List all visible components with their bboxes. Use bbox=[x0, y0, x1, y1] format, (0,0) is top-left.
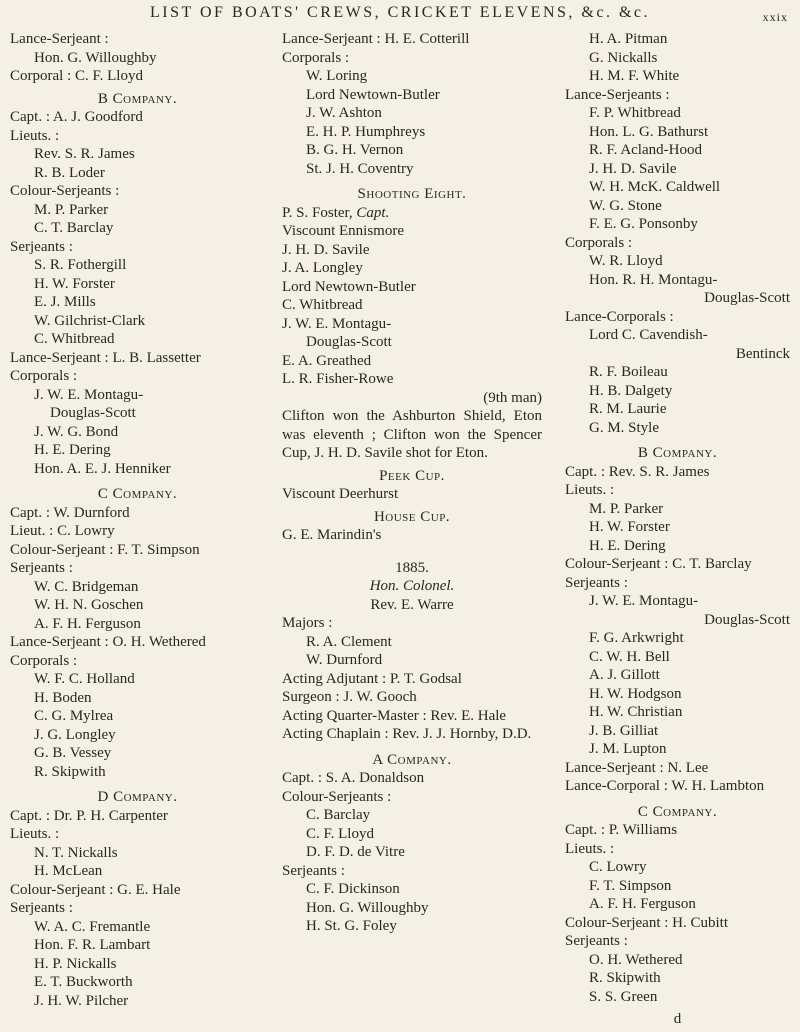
list-item: W. Loring bbox=[306, 68, 368, 84]
list-item: C. Whitbread bbox=[34, 331, 115, 347]
list-item: H. M. F. White bbox=[589, 68, 680, 84]
list-item: E. A. Greathed bbox=[282, 352, 372, 369]
list-heading: Capt. : Dr. P. H. Carpenter bbox=[10, 807, 168, 824]
list-heading: Serjeants : bbox=[10, 560, 73, 576]
running-head: LIST OF BOATS' CREWS, CRICKET ELEVENS, &c. &c. bbox=[150, 4, 650, 21]
list-item: J. G. Longley bbox=[34, 726, 116, 743]
list-item: R. Skipwith bbox=[34, 763, 106, 780]
list-item: Lord C. Cavendish- bbox=[589, 327, 708, 343]
list-item: Hon. G. Willoughby bbox=[306, 899, 429, 916]
column-left bbox=[10, 30, 265, 1010]
list-item: C. W. H. Bell bbox=[589, 648, 670, 665]
list-heading: Serjeants : bbox=[565, 574, 628, 591]
column-middle bbox=[282, 30, 542, 936]
list-item: Hon. F. R. Lambart bbox=[34, 937, 151, 953]
captain-title: Capt. bbox=[356, 204, 390, 221]
section-heading: House Cup. bbox=[373, 508, 451, 525]
list-item: W. Gilchrist-Clark bbox=[34, 312, 146, 329]
list-heading: Corporals : bbox=[565, 234, 633, 251]
list-item: R. B. Loder bbox=[34, 164, 105, 181]
list-item: L. R. Fisher-Rowe bbox=[282, 371, 394, 387]
list-item: C. G. Mylrea bbox=[34, 708, 114, 724]
list-item: R. F. Acland-Hood bbox=[589, 142, 702, 158]
list-item: Douglas-Scott bbox=[704, 611, 790, 628]
list-item: J. W. E. Montagu- bbox=[282, 315, 392, 332]
list-item: J. B. Gilliat bbox=[589, 722, 659, 739]
year-heading: 1885. bbox=[395, 559, 429, 576]
list-heading: Lance-Serjeant : bbox=[10, 31, 109, 47]
list-heading: Serjeants : bbox=[10, 238, 73, 255]
list-item: J. W. Ashton bbox=[306, 105, 382, 121]
list-item: S. S. Green bbox=[589, 988, 658, 1005]
list-item: O. H. Wethered bbox=[589, 951, 683, 968]
list-item: Lord Newtown-Butler bbox=[282, 278, 416, 295]
list-item: H. E. Dering bbox=[589, 537, 666, 554]
list-item: S. R. Fothergill bbox=[34, 257, 127, 273]
list-heading: Colour-Serjeant : H. Cubitt bbox=[565, 914, 729, 931]
list-item: H. A. Pitman bbox=[589, 31, 668, 47]
list-item: Rev. S. R. James bbox=[34, 146, 135, 162]
list-heading: Lieuts. : bbox=[565, 840, 615, 857]
list-item: J. W. E. Montagu- bbox=[34, 386, 144, 403]
section-heading: A Company. bbox=[372, 751, 452, 768]
list-heading: Serjeants : bbox=[10, 900, 73, 916]
list-heading: Capt. : P. Williams bbox=[565, 822, 678, 838]
list-item: Hon. L. G. Bathurst bbox=[589, 123, 709, 140]
list-heading: Acting Chaplain : Rev. J. J. Hornby, D.D. bbox=[282, 726, 532, 742]
list-heading: Lance-Serjeant : O. H. Wethered bbox=[10, 634, 206, 650]
list-item: F. G. Arkwright bbox=[589, 630, 684, 646]
list-item: H. E. Dering bbox=[34, 442, 111, 458]
list-item: G. M. Style bbox=[589, 419, 660, 436]
list-item: Douglas-Scott bbox=[306, 334, 392, 350]
section-heading: C Company. bbox=[637, 803, 718, 820]
section-heading: C Company. bbox=[97, 486, 178, 502]
list-item: J. H. D. Savile bbox=[282, 241, 370, 258]
list-item: A. F. H. Ferguson bbox=[34, 615, 141, 632]
list-heading: Serjeants : bbox=[565, 933, 628, 949]
result-paragraph: Clifton won the Ashburton Shield, Eton was eleventh ; Clifton won the Spencer Cup, J. H. D. Savile shot for Eton. bbox=[282, 408, 542, 461]
section-heading: D Company. bbox=[97, 789, 178, 805]
list-heading: Lieuts. : bbox=[565, 482, 615, 498]
list-item: N. T. Nickalls bbox=[34, 844, 118, 861]
list-item: H. W. Forster bbox=[589, 519, 670, 535]
list-item: F. P. Whitbread bbox=[589, 105, 681, 121]
signature-mark: d bbox=[673, 1011, 682, 1027]
list-heading: Lance-Serjeants : bbox=[565, 86, 670, 103]
list-item: W. A. C. Fremantle bbox=[34, 918, 151, 935]
list-heading: Corporals : bbox=[282, 49, 350, 66]
list-item: G. E. Marindin's bbox=[282, 527, 382, 543]
section-heading: B Company. bbox=[97, 90, 178, 107]
list-item: Rev. E. Warre bbox=[370, 596, 454, 613]
list-item: W. Durnford bbox=[306, 652, 383, 668]
list-heading: Corporal : C. F. Lloyd bbox=[10, 68, 143, 84]
list-heading: Lieut. : C. Lowry bbox=[10, 523, 115, 539]
list-item: J. M. Lupton bbox=[589, 741, 667, 757]
section-heading: Peek Cup. bbox=[379, 467, 445, 484]
list-heading: Capt. : W. Durnford bbox=[10, 504, 130, 521]
list-item bbox=[282, 204, 542, 223]
captain-name: P. S. Foster, bbox=[282, 204, 353, 221]
list-item: E. T. Buckworth bbox=[34, 974, 133, 990]
list-item: H. St. G. Foley bbox=[306, 918, 397, 934]
list-heading: Colour-Serjeants : bbox=[10, 183, 120, 199]
list-heading: Capt. : S. A. Donaldson bbox=[282, 770, 425, 786]
list-item: W. H. N. Goschen bbox=[34, 597, 144, 613]
list-item: W. R. Lloyd bbox=[589, 253, 663, 269]
page-number: xxix bbox=[762, 10, 788, 24]
list-item: C. Barclay bbox=[306, 807, 371, 823]
list-item: C. F. Dickinson bbox=[306, 881, 400, 897]
list-item: H. W. Christian bbox=[589, 704, 683, 720]
list-item: G. B. Vessey bbox=[34, 745, 112, 761]
list-heading: Lance-Corporal : W. H. Lambton bbox=[565, 778, 765, 794]
list-item: Hon. G. Willoughby bbox=[34, 49, 157, 66]
list-item: F. E. G. Ponsonby bbox=[589, 216, 698, 232]
list-item: M. P. Parker bbox=[34, 201, 109, 218]
list-item: J. H. D. Savile bbox=[589, 160, 677, 177]
list-item: Lord Newtown-Butler bbox=[306, 86, 440, 103]
list-item: H. P. Nickalls bbox=[34, 955, 117, 972]
list-item: H. McLean bbox=[34, 863, 103, 879]
list-item: C. Whitbread bbox=[282, 297, 363, 313]
list-item: H. W. Forster bbox=[34, 275, 115, 292]
list-item: C. F. Lloyd bbox=[306, 825, 374, 842]
list-item: Douglas-Scott bbox=[704, 290, 790, 306]
list-item: W. G. Stone bbox=[589, 197, 662, 214]
list-heading: Lieuts. : bbox=[10, 826, 60, 842]
list-item: R. M. Laurie bbox=[589, 401, 667, 417]
list-heading: Lance-Serjeant : H. E. Cotterill bbox=[282, 31, 470, 47]
list-item: H. Boden bbox=[34, 689, 92, 706]
list-item: C. T. Barclay bbox=[34, 220, 114, 236]
list-item: Bentinck bbox=[735, 345, 790, 362]
list-heading: Capt. : Rev. S. R. James bbox=[565, 463, 710, 480]
list-heading: Colour-Serjeant : F. T. Simpson bbox=[10, 541, 200, 558]
list-heading: Acting Adjutant : P. T. Godsal bbox=[282, 670, 462, 687]
list-item: J. W. G. Bond bbox=[34, 423, 119, 440]
list-heading: Majors : bbox=[282, 615, 333, 631]
list-heading: Acting Quarter-Master : Rev. E. Hale bbox=[282, 707, 507, 724]
list-heading: Surgeon : J. W. Gooch bbox=[282, 689, 417, 705]
list-item: Viscount Ennismore bbox=[282, 223, 404, 239]
list-item: A. J. Gillott bbox=[589, 667, 660, 683]
list-heading: Colour-Serjeant : G. E. Hale bbox=[10, 881, 181, 898]
page-header bbox=[0, 0, 800, 30]
list-item: R. A. Clement bbox=[306, 633, 392, 650]
section-heading: B Company. bbox=[637, 445, 718, 461]
list-item: St. J. H. Coventry bbox=[306, 160, 414, 177]
list-item: W. C. Bridgeman bbox=[34, 578, 139, 595]
list-heading: Lance-Corporals : bbox=[565, 308, 674, 325]
list-item: J. H. W. Pilcher bbox=[34, 992, 129, 1009]
list-item: R. Skipwith bbox=[589, 970, 661, 986]
list-item: F. T. Simpson bbox=[589, 877, 672, 894]
list-item: D. F. D. de Vitre bbox=[306, 844, 405, 860]
section-heading: Shooting Eight. bbox=[357, 186, 467, 202]
list-item: Hon. R. H. Montagu- bbox=[589, 271, 718, 288]
list-item: Viscount Deerhurst bbox=[282, 486, 399, 502]
list-item: E. H. P. Humphreys bbox=[306, 123, 426, 140]
list-heading: Capt. : A. J. Goodford bbox=[10, 109, 143, 125]
list-heading: Corporals : bbox=[10, 652, 78, 669]
list-item: Hon. A. E. J. Henniker bbox=[34, 460, 171, 477]
list-heading: Lieuts. : bbox=[10, 127, 60, 144]
list-item: E. J. Mills bbox=[34, 294, 96, 310]
list-item: W. H. McK. Caldwell bbox=[589, 179, 721, 195]
list-item: M. P. Parker bbox=[589, 500, 664, 517]
section-heading: Hon. Colonel. bbox=[369, 578, 455, 594]
list-item: H. W. Hodgson bbox=[589, 685, 682, 702]
column-right bbox=[565, 30, 790, 1029]
list-item: J. W. E. Montagu- bbox=[589, 593, 699, 609]
list-item: J. A. Longley bbox=[282, 260, 363, 276]
list-item: A. F. H. Ferguson bbox=[589, 896, 696, 912]
list-item: C. Lowry bbox=[589, 859, 647, 875]
list-note: (9th man) bbox=[483, 389, 542, 406]
list-item: B. G. H. Vernon bbox=[306, 142, 404, 158]
list-item: R. F. Boileau bbox=[589, 364, 668, 380]
list-heading: Serjeants : bbox=[282, 862, 345, 879]
list-heading: Lance-Serjeant : N. Lee bbox=[565, 759, 709, 776]
list-heading: Colour-Serjeant : C. T. Barclay bbox=[565, 556, 752, 572]
list-heading: Corporals : bbox=[10, 368, 78, 384]
list-item: H. B. Dalgety bbox=[589, 382, 673, 399]
list-item: W. F. C. Holland bbox=[34, 671, 135, 687]
list-item: Douglas-Scott bbox=[50, 405, 136, 421]
list-heading: Colour-Serjeants : bbox=[282, 788, 392, 805]
list-heading: Lance-Serjeant : L. B. Lassetter bbox=[10, 349, 201, 366]
list-item: G. Nickalls bbox=[589, 49, 658, 66]
